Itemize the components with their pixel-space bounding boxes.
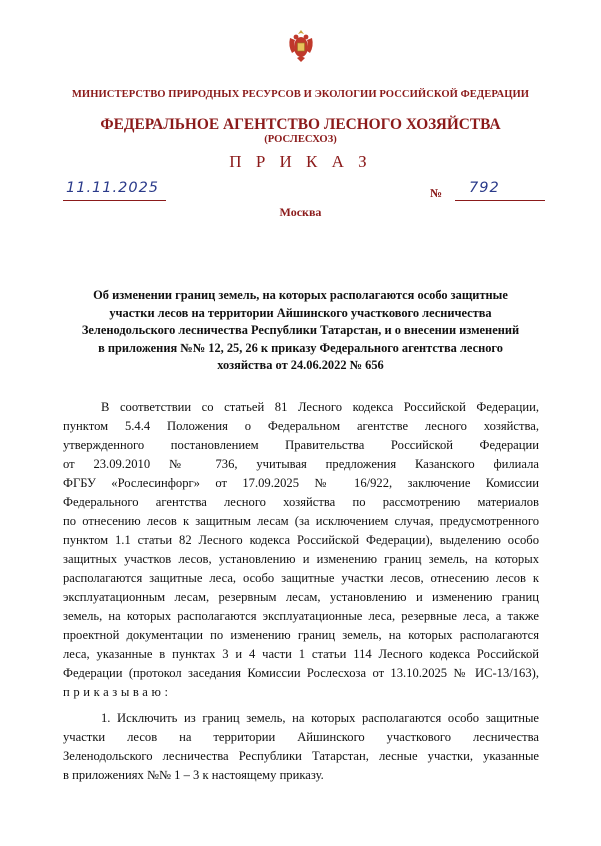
text-line: эксплуатационным лесам, резервным лесам, установлению и изменению границ xyxy=(63,590,539,604)
number-sign: № xyxy=(430,186,443,200)
preamble-paragraph xyxy=(63,398,539,702)
text-line: защитных участков лесов, установлению и изменению границ земель, на которых xyxy=(63,552,539,566)
text-line: участки лесов на территории Айшинского участкового лесничества xyxy=(63,730,539,744)
text-line: в приложениях №№ 1 – 3 к настоящему приказу. xyxy=(63,768,324,782)
ministry-name: МИНИСТЕРСТВО ПРИРОДНЫХ РЕСУРСОВ И ЭКОЛОГИИ РОССИЙСКОЙ ФЕДЕРАЦИИ xyxy=(71,89,530,100)
text-line: Зеленодольского лесничества Республики Татарстан, лесные участки, указанные xyxy=(63,749,539,763)
text-line: леса, указанные в пунктах 3 и 4 части 1 статьи 114 Лесного кодекса Российской xyxy=(63,647,539,661)
text-line: располагаются защитные леса, особо защитные участки лесов, отнесению лесов к xyxy=(63,571,539,585)
text-line: 1. Исключить из границ земель, на которых располагаются особо защитные xyxy=(101,711,539,725)
order-number-handwritten: 792 xyxy=(469,180,500,196)
title-line: в приложения №№ 12, 25, 26 к приказу Федерального агентства лесного xyxy=(98,340,503,355)
agency-name: ФЕДЕРАЛЬНОЕ АГЕНТСТВО ЛЕСНОГО ХОЗЯЙСТВА xyxy=(100,116,501,133)
text-line: от 23.09.2010 № 736, учитывая предложения Казанского филиала xyxy=(63,457,539,471)
coat-of-arms-emblem xyxy=(285,26,317,66)
order-heading: П Р И К А З xyxy=(229,152,372,171)
title-line: Об изменении границ земель, на которых располагаются особо защитные xyxy=(93,288,508,302)
order-title xyxy=(70,287,531,375)
title-line: Зеленодольского лесничества Республики Татарстан, и о внесении изменений xyxy=(81,323,520,338)
order-verb: приказываю: xyxy=(63,685,172,699)
text-line: ФГБУ «Рослесинфорг» от 17.09.2025 № 16/922, заключение Комиссии xyxy=(63,476,539,490)
text-line: В соответствии со статьей 81 Лесного кодекса Российской Федерации, xyxy=(101,400,539,414)
text-line: Федерального агентства лесного хозяйства по рассмотрению материалов xyxy=(63,495,539,509)
text-line: Федерации (протокол заседания Комиссии Рослесхоза от 13.10.2025 № ИС-13/163), xyxy=(63,666,539,680)
title-line: участки лесов на территории Айшинского участкового лесничества xyxy=(109,305,492,320)
text-line: пунктом 1.1 статьи 82 Лесного кодекса Российской Федерации), выделению особо xyxy=(63,533,539,547)
text-line: земель, на которых располагаются эксплуатационные леса, резервные леса, а также xyxy=(63,609,539,623)
city-name: Москва xyxy=(279,205,322,219)
number-underline xyxy=(455,200,545,201)
date-underline xyxy=(63,200,166,201)
text-line: утвержденного постановлением Правительства Российской Федерации xyxy=(63,438,539,452)
order-date-handwritten: 11.11.2025 xyxy=(66,180,160,196)
text-line: по отнесению лесов к защитным лесам (за исключением случая, предусмотренного xyxy=(63,514,539,528)
agency-short-name: (РОСЛЕСХОЗ) xyxy=(264,134,337,145)
text-line: пунктом 5.4.4 Положения о Федеральном агентстве лесного хозяйства, xyxy=(63,419,539,433)
clause-1-paragraph xyxy=(63,709,539,785)
text-line: проектной документации по изменению границ земель, на которых располагаются xyxy=(63,628,539,642)
title-line: хозяйства от 24.06.2022 № 656 xyxy=(217,358,384,373)
